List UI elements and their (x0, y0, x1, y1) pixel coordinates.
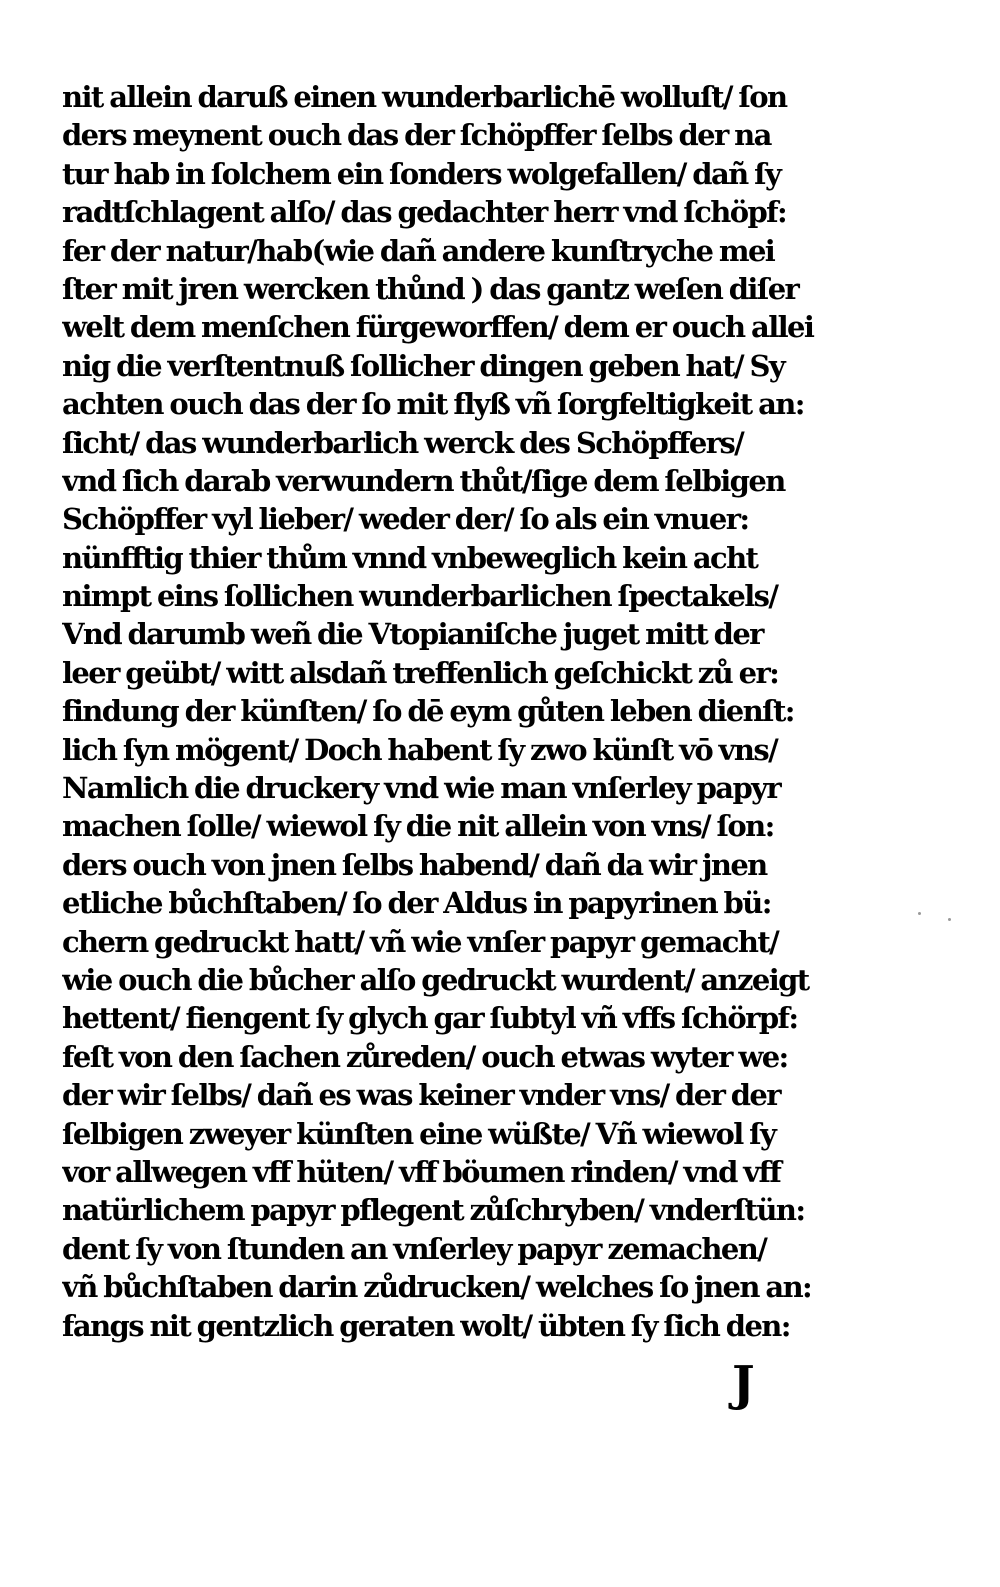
text-line: machen ſolle/ wiewol ſy die nit allein von vns/ ſon: (62, 809, 774, 844)
text-line: dent ſy von ſtunden an vnſerley papyr zemachen/ (62, 1231, 767, 1266)
text-line: vnd ſich darab verwundern thůt/ſige dem ſelbigen (62, 463, 785, 498)
text-line: ders meynent ouch das der ſchöpffer ſelbs der na (62, 118, 771, 153)
text-line: fer der natur/hab(wie dañ andere kunſtryche mei (62, 233, 775, 268)
paper-speck (948, 918, 951, 921)
paper-speck (918, 912, 921, 915)
text-line: Schöpffer vyl lieber/ weder der/ ſo als ein vnuer: (62, 502, 749, 537)
text-line: Namlich die druckery vnd wie man vnſerley papyr (62, 771, 781, 806)
text-line: welt dem menſchen fürgeworffen/ dem er ouch allei (62, 310, 814, 345)
text-line: feſt von den ſachen zůreden/ ouch etwas wyter we: (62, 1039, 788, 1074)
text-line: nimpt eins ſollichen wunderbarlichen ſpectakels/ (62, 579, 778, 614)
text-line: ſicht/ das wunderbarlich werck des Schöpffers/ (62, 425, 744, 460)
text-line: natürlichem papyr pflegent zůſchryben/ vnderſtün: (62, 1193, 805, 1228)
text-line: Vnd darumb weñ die Vtopianiſche juget mitt der (62, 617, 763, 652)
text-line: nig die verſtentnuß ſollicher dingen geben hat/ Sy (62, 348, 785, 383)
text-line: ders ouch von jnen ſelbs habend/ dañ da wir jnen (62, 847, 767, 882)
text-line: leer geübt/ witt alsdañ treffenlich geſchickt zů er: (62, 655, 779, 690)
text-line: lich ſyn mögent/ Doch habent ſy zwo künſt vō vns/ (62, 732, 778, 767)
text-line: nit allein daruß einen wunderbarlichē wolluſt/ ſon (62, 80, 787, 114)
text-line: hettent/ fiengent ſy glych gar ſubtyl vñ vffs ſchörpf: (62, 1001, 798, 1036)
text-line: der wir ſelbs/ dañ es was keiner vnder vns/ der der (62, 1078, 780, 1113)
text-line: achten ouch das der ſo mit flyß vñ ſorgfeltigkeit an: (62, 387, 804, 422)
text-line: vor allwegen vff hüten/ vff böumen rinden/ vnd vff (62, 1154, 781, 1189)
text-line: wie ouch die bůcher alſo gedruckt wurdent/ anzeigt (62, 962, 809, 997)
text-line: fangs nit gentzlich geraten wolt/ übten ſy ſich den: (62, 1308, 790, 1343)
text-line: findung der künſten/ ſo dē eym gůten leben dienſt: (62, 694, 794, 729)
text-line: chern gedruckt hatt/ vñ wie vnſer papyr gemacht/ (62, 924, 779, 959)
text-line: ſelbigen zweyer künſten eine wüßte/ Vñ wiewol ſy (62, 1116, 776, 1151)
text-line: nünfftig thier thům vnnd vnbeweglich kein acht (62, 540, 758, 575)
text-line: tur hab in ſolchem ein ſonders wolgefallen/ dañ ſy (62, 156, 781, 191)
text-line: radtſchlagent alſo/ das gedachter herr vnd ſchöpf: (62, 195, 787, 230)
body-text (62, 78, 862, 1345)
signature-mark: J (732, 1356, 755, 1412)
text-line: vñ bůchſtaben darin zůdrucken/ welches ſo jnen an: (62, 1270, 812, 1305)
text-line: ſter mit jren wercken thůnd ) das gantz weſen diſer (62, 271, 799, 306)
text-line: etliche bůchſtaben/ ſo der Aldus in papyrinen bü: (62, 886, 771, 921)
